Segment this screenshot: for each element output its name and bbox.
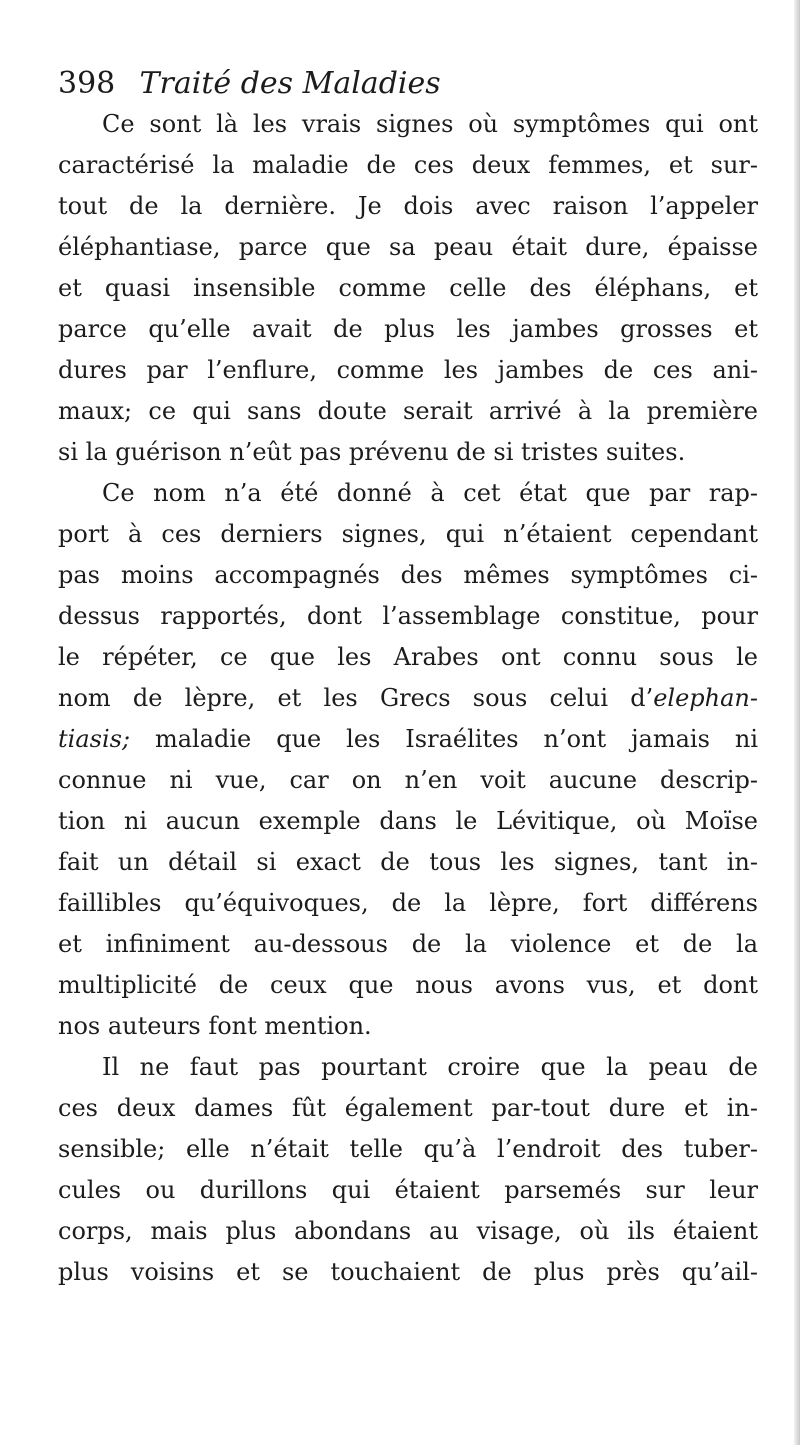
line-text: plus voisins et se touchaient de plus près qu’ail- <box>58 1258 758 1286</box>
line-text: et quasi insensible comme celle des éléphans, et <box>58 274 758 302</box>
line-text: Ce nom n’a été donné à cet état que par rap- <box>102 479 758 507</box>
text-line <box>58 514 758 555</box>
running-title: Traité des Maladies <box>139 66 441 101</box>
line-text: pas moins accompagnés des mêmes symptômes ci- <box>58 561 758 589</box>
line-text: port à ces derniers signes, qui n’étaient cependant <box>58 520 758 548</box>
line-text: tion ni aucun exemple dans le Lévitique, où Moïse <box>58 807 758 835</box>
line-text: maladie que les Israélites n’ont jamais ni <box>130 725 758 753</box>
text-line <box>58 637 758 678</box>
text-line <box>58 309 758 350</box>
text-line <box>58 1170 758 1211</box>
text-line <box>58 842 758 883</box>
line-text: caractérisé la maladie de ces deux femmes, et sur- <box>58 151 758 179</box>
line-text: cules ou durillons qui étaient parsemés sur leur <box>58 1176 758 1204</box>
italic-word: tiasis; <box>58 725 131 753</box>
body-text <box>58 104 758 1293</box>
text-line <box>58 268 758 309</box>
text-line <box>58 145 758 186</box>
line-text: Il ne faut pas pourtant croire que la peau de <box>102 1053 758 1081</box>
line-text: corps, mais plus abondans au visage, où ils étaient <box>58 1217 758 1245</box>
line-text: si la guérison n’eût pas prévenu de si tristes suites. <box>58 438 686 466</box>
line-text: sensible; elle n’était telle qu’à l’endroit des tuber- <box>58 1135 758 1163</box>
text-line <box>58 924 758 965</box>
line-text: tout de la dernière. Je dois avec raison l’appeler <box>58 192 758 220</box>
running-header <box>58 64 758 104</box>
text-line <box>58 801 758 842</box>
line-text: parce qu’elle avait de plus les jambes grosses et <box>58 315 758 343</box>
line-text: dessus rapportés, dont l’assemblage constitue, pour <box>58 602 758 630</box>
text-line <box>58 432 758 473</box>
text-line <box>58 719 758 760</box>
text-line <box>58 760 758 801</box>
page-edge-shadow <box>794 0 800 1445</box>
line-text: nos auteurs font mention. <box>58 1012 372 1040</box>
text-line <box>58 1088 758 1129</box>
line-text: dures par l’enflure, comme les jambes de ces ani- <box>58 356 758 384</box>
line-text: éléphantiase, parce que sa peau était dure, épaisse <box>58 233 758 261</box>
text-line <box>58 104 758 145</box>
text-line <box>58 1129 758 1170</box>
italic-word: elephan- <box>653 684 758 712</box>
text-line <box>58 883 758 924</box>
text-line <box>58 350 758 391</box>
line-text: maux; ce qui sans doute serait arrivé à la première <box>58 397 758 425</box>
line-text: ces deux dames fût également par-tout dure et in- <box>58 1094 758 1122</box>
text-line <box>58 1252 758 1293</box>
line-text: faillibles qu’équivoques, de la lèpre, fort différens <box>58 889 758 917</box>
line-text: multiplicité de ceux que nous avons vus, et dont <box>58 971 758 999</box>
text-line <box>58 1211 758 1252</box>
line-text: nom de lèpre, et les Grecs sous celui d’ <box>58 684 654 712</box>
line-text: connue ni vue, car on n’en voit aucune descrip- <box>58 766 758 794</box>
text-line <box>58 965 758 1006</box>
text-line <box>58 555 758 596</box>
text-line <box>58 678 758 719</box>
line-text: Ce sont là les vrais signes où symptômes qui ont <box>102 110 758 138</box>
text-line <box>58 227 758 268</box>
line-text: et infiniment au-dessous de la violence et de la <box>58 930 758 958</box>
text-line <box>58 1006 758 1047</box>
text-line <box>58 596 758 637</box>
text-line <box>58 391 758 432</box>
line-text: le répéter, ce que les Arabes ont connu sous le <box>58 643 758 671</box>
text-line <box>58 1047 758 1088</box>
page-number: 398 <box>58 66 116 101</box>
text-line <box>58 473 758 514</box>
line-text: fait un détail si exact de tous les signes, tant in- <box>58 848 758 876</box>
text-line <box>58 186 758 227</box>
